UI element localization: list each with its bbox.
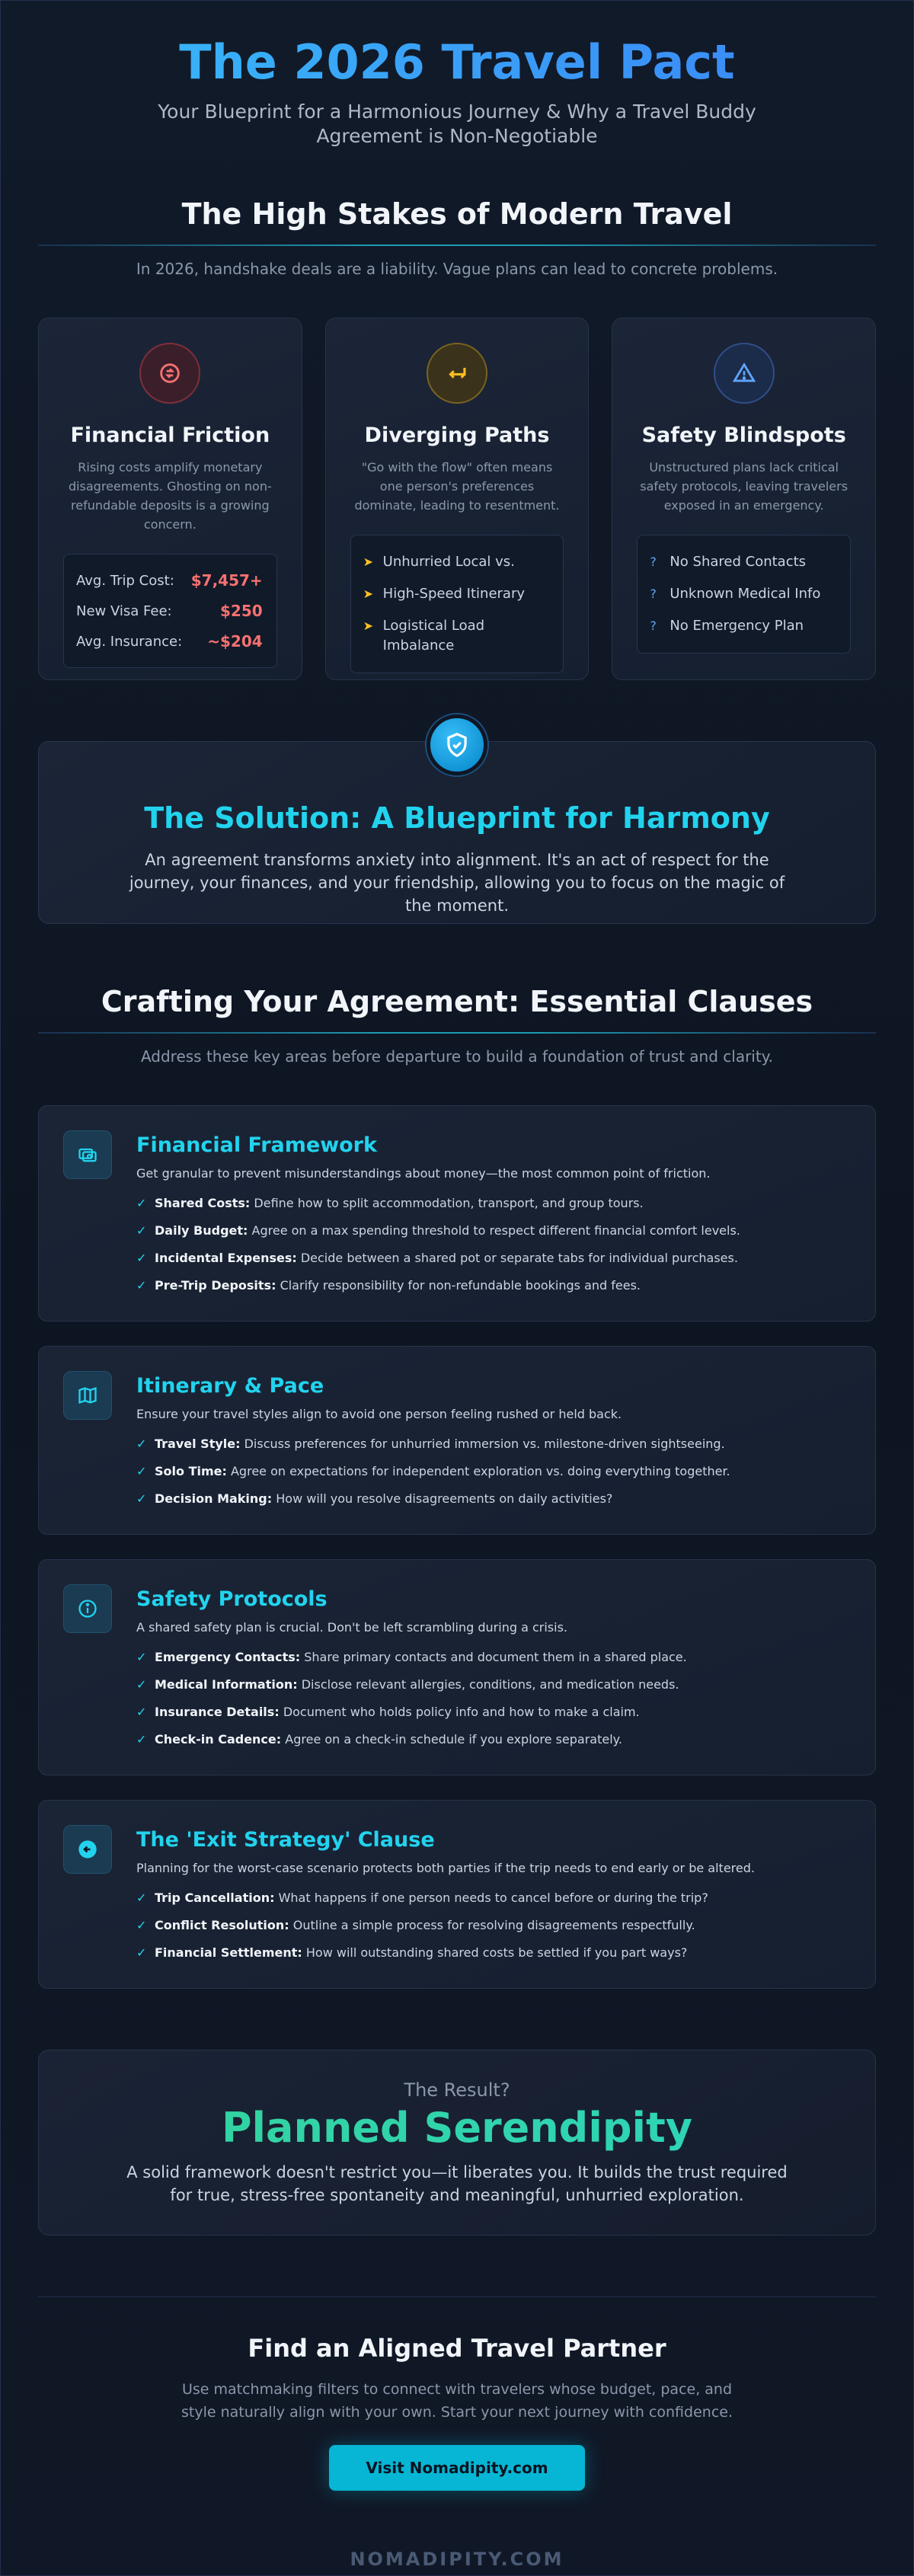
list-item-label: No Shared Contacts — [670, 554, 807, 570]
list-item-label: High-Speed Itinerary — [382, 586, 526, 602]
solution-panel — [38, 741, 876, 924]
check-icon: ✓ — [136, 1491, 147, 1506]
clause-item — [136, 1644, 851, 1671]
clause-term: Solo Time: — [155, 1464, 227, 1478]
clause-itinerary-pace — [38, 1346, 876, 1535]
check-icon: ✓ — [136, 1677, 147, 1692]
stakes-title: The High Stakes of Modern Travel — [181, 197, 733, 231]
card-description: Rising costs amplify monetary disagreements. Ghosting on non-refundable deposits is a growing concern. — [68, 460, 272, 532]
divider — [38, 244, 876, 246]
clause-title: The 'Exit Strategy' Clause — [136, 1828, 435, 1852]
clause-term: Travel Style: — [155, 1437, 241, 1451]
clause-title: Financial Framework — [136, 1133, 377, 1157]
clause-text: Outline a simple process for resolving disagreements respectfully. — [292, 1918, 695, 1932]
clause-text: Agree on a check-in schedule if you explore separately. — [285, 1732, 622, 1747]
clause-financial-framework — [38, 1105, 876, 1322]
clause-title: Itinerary & Pace — [136, 1374, 324, 1398]
chevron-right-icon: ➤ — [363, 586, 374, 601]
clause-term: Pre-Trip Deposits: — [155, 1278, 276, 1293]
clause-text: Share primary contacts and document them in a shared place. — [304, 1650, 687, 1664]
stat-row — [76, 596, 264, 626]
chevron-right-icon: ➤ — [363, 618, 374, 633]
hero — [1, 1, 913, 149]
clause-item — [136, 1699, 851, 1726]
list-item — [650, 546, 838, 578]
stat-row — [76, 565, 264, 596]
clause-term: Insurance Details: — [155, 1705, 280, 1719]
clause-item — [136, 1458, 851, 1485]
brand-footer: NOMADIPITY.COM — [350, 2549, 564, 2570]
chevron-right-icon: ➤ — [363, 555, 374, 569]
clause-lead: A shared safety plan is crucial. Don't be left scrambling during a crisis. — [136, 1620, 567, 1635]
visit-nomadipity-button[interactable]: Visit Nomadipity.com — [329, 2445, 585, 2491]
clause-term: Financial Settlement: — [155, 1945, 302, 1960]
clauses-subtitle: Address these key areas before departure to build a foundation of trust and clarity. — [140, 1047, 774, 1066]
page-title: The 2026 Travel Pact — [1, 33, 913, 92]
card-title: Safety Blindspots — [641, 423, 846, 447]
map-icon — [63, 1371, 112, 1420]
clause-text: Decide between a shared pot or separate tabs for individual purchases. — [300, 1251, 738, 1265]
check-icon: ✓ — [136, 1705, 147, 1719]
card-description: "Go with the flow" often means one person's preferences dominate, leading to resentment. — [354, 460, 560, 513]
clause-text: Agree on a max spending threshold to respect different financial comfort levels. — [251, 1223, 740, 1238]
check-icon: ✓ — [136, 1223, 147, 1238]
list-item — [363, 578, 551, 610]
cta-text: Use matchmaking filters to connect with travelers whose budget, pace, and style naturally align with your own. Start your next journey with confidence. — [181, 2381, 733, 2421]
card-title: Diverging Paths — [364, 423, 550, 447]
card-title: Financial Friction — [70, 423, 270, 447]
coin-swap-icon — [139, 343, 200, 404]
solution-title: The Solution: A Blueprint for Harmony — [144, 801, 770, 835]
check-icon: ✓ — [136, 1945, 147, 1960]
cta-section — [1, 2334, 913, 2491]
money-stack-icon — [63, 1130, 112, 1179]
check-icon: ✓ — [136, 1196, 147, 1210]
clause-text: Clarify responsibility for non-refundable bookings and fees. — [280, 1278, 641, 1293]
clause-lead: Planning for the worst-case scenario protects both parties if the trip needs to end early or be altered. — [136, 1861, 755, 1875]
card-financial-friction — [38, 318, 302, 680]
warning-triangle-icon — [714, 343, 775, 404]
result-title: Planned Serendipity — [39, 2104, 875, 2152]
clause-exit-strategy — [38, 1800, 876, 1989]
list-item-label: No Emergency Plan — [670, 618, 804, 634]
clause-item — [136, 1726, 851, 1753]
card-description: Unstructured plans lack critical safety protocols, leaving travelers exposed in an emergency. — [640, 460, 848, 513]
clause-text: Agree on expectations for independent exploration vs. doing everything together. — [230, 1464, 730, 1478]
result-panel — [38, 2050, 876, 2236]
clause-text: How will you resolve disagreements on daily activities? — [276, 1491, 613, 1506]
check-icon: ✓ — [136, 1464, 147, 1478]
clause-item — [136, 1939, 851, 1967]
question-mark-icon: ? — [650, 586, 657, 601]
divider — [38, 2296, 876, 2297]
solution-text: An agreement transforms anxiety into alignment. It's an act of respect for the journey, your finances, and your friendship, allowing you to focus on the magic of the moment. — [129, 851, 785, 915]
clause-item — [136, 1272, 851, 1299]
cost-stats — [63, 554, 277, 668]
list-item — [363, 546, 551, 578]
stakes-section — [1, 197, 913, 680]
stat-label: Avg. Trip Cost: — [76, 572, 174, 589]
clause-text: Discuss preferences for unhurried immersion vs. milestone-driven sightseeing. — [244, 1437, 725, 1451]
stat-value: $250 — [220, 602, 263, 620]
clause-item — [136, 1245, 851, 1272]
check-icon: ✓ — [136, 1650, 147, 1664]
check-icon: ✓ — [136, 1251, 147, 1265]
clause-term: Decision Making: — [155, 1491, 273, 1506]
clause-term: Incidental Expenses: — [155, 1251, 297, 1265]
stat-label: Avg. Insurance: — [76, 633, 183, 650]
list-item — [650, 610, 838, 642]
clause-term: Shared Costs: — [155, 1196, 251, 1210]
info-circle-icon — [63, 1584, 112, 1633]
clause-title: Safety Protocols — [136, 1587, 328, 1611]
clauses-title: Crafting Your Agreement: Essential Clauses — [101, 985, 813, 1018]
clause-text: Define how to split accommodation, transport, and group tours. — [254, 1196, 644, 1210]
clause-item — [136, 1217, 851, 1245]
check-icon: ✓ — [136, 1437, 147, 1451]
clause-text: Disclose relevant allergies, conditions, and medication needs. — [301, 1677, 679, 1692]
clause-item — [136, 1430, 851, 1458]
question-mark-icon: ? — [650, 555, 657, 569]
risk-list — [637, 535, 851, 654]
stat-label: New Visa Fee: — [76, 602, 172, 619]
clause-item — [136, 1884, 851, 1912]
card-safety-blindspots — [612, 318, 876, 680]
shield-check-icon — [427, 714, 487, 775]
clause-text: What happens if one person needs to cancel before or during the trip? — [278, 1890, 708, 1905]
question-mark-icon: ? — [650, 618, 657, 633]
clause-text: How will outstanding shared costs be settled if you part ways? — [305, 1945, 688, 1960]
clause-safety-protocols — [38, 1559, 876, 1775]
stakes-subtitle: In 2026, handshake deals are a liability. Vague plans can lead to concrete problems. — [136, 260, 778, 278]
divider — [38, 1032, 876, 1034]
clause-term: Trip Cancellation: — [155, 1890, 275, 1905]
clause-item — [136, 1190, 851, 1217]
clauses-section — [1, 985, 913, 1989]
clause-lead: Get granular to prevent misunderstandings about money—the most common point of friction. — [136, 1166, 711, 1181]
result-eyebrow: The Result? — [404, 2079, 510, 2101]
diverging-arrows-icon — [427, 343, 487, 404]
list-item — [363, 610, 551, 662]
clause-text: Document who holds policy info and how to make a claim. — [283, 1705, 640, 1719]
clause-item — [136, 1485, 851, 1513]
cta-title: Find an Aligned Travel Partner — [248, 2334, 666, 2363]
conflict-list — [350, 535, 564, 673]
stat-row — [76, 626, 264, 657]
stat-value: ~$204 — [207, 632, 263, 650]
check-icon: ✓ — [136, 1278, 147, 1293]
check-icon: ✓ — [136, 1732, 147, 1747]
exit-arrow-icon — [63, 1825, 112, 1874]
clause-lead: Ensure your travel styles align to avoid one person feeling rushed or held back. — [136, 1407, 622, 1421]
clause-term: Conflict Resolution: — [155, 1918, 289, 1932]
result-text: A solid framework doesn't restrict you—it liberates you. It builds the trust required for true, stress-free spontaneity and meaningful, unhurried exploration. — [126, 2163, 788, 2204]
list-item-label: Logistical Load Imbalance — [382, 618, 485, 654]
clause-item — [136, 1671, 851, 1699]
page-subtitle: Your Blueprint for a Harmonious Journey & Why a Travel Buddy Agreement is Non-Negotiable — [158, 101, 756, 147]
card-diverging-paths — [325, 318, 590, 680]
check-icon: ✓ — [136, 1918, 147, 1932]
list-item — [650, 578, 838, 610]
clause-term: Medical Information: — [155, 1677, 298, 1692]
stat-value: $7,457+ — [190, 571, 263, 590]
check-icon: ✓ — [136, 1890, 147, 1905]
clause-item — [136, 1912, 851, 1939]
clause-term: Emergency Contacts: — [155, 1650, 301, 1664]
list-item-label: Unhurried Local vs. — [382, 554, 515, 570]
clause-term: Daily Budget: — [155, 1223, 248, 1238]
clause-term: Check-in Cadence: — [155, 1732, 282, 1747]
list-item-label: Unknown Medical Info — [670, 586, 821, 602]
